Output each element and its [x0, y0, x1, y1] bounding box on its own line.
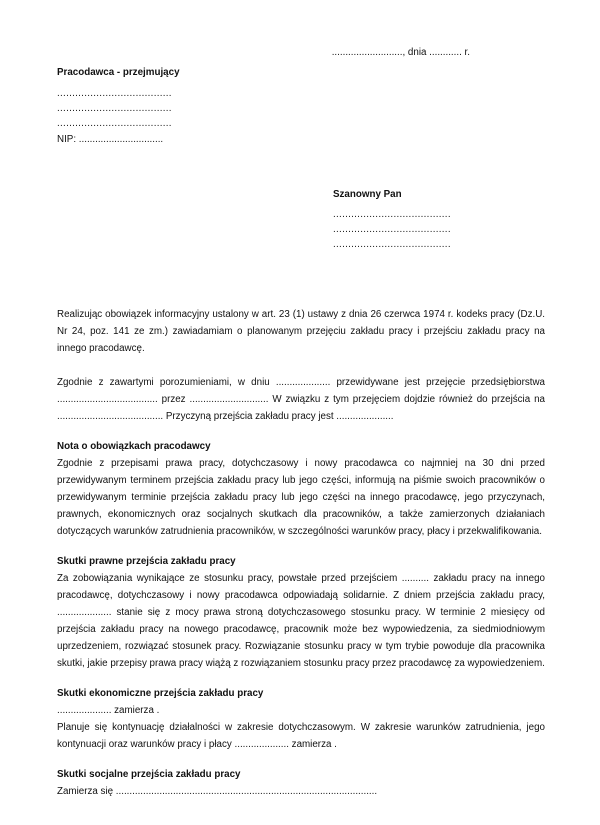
section-legal-heading: Skutki prawne przejścia zakładu pracy	[57, 556, 236, 567]
intro-paragraph-1: Realizując obowiązek informacyjny ustalony w art. 23 (1) ustawy z dnia 26 czerwca 1974 r. kodeks pracy (Dz.U. Nr 24, poz. 141 ze zm.) zawiadamiam o planowanym przejęciu zakładu pracy i przejściu zakładu pracy na innego pracodawcę.	[57, 309, 545, 354]
section-social-heading: Skutki socjalne przejścia zakładu pracy	[57, 769, 241, 780]
addressee-block	[333, 186, 545, 252]
section-duties	[57, 438, 545, 540]
addressee-fill-line-2: .......................................	[333, 224, 451, 235]
employer-nip-line: NIP: ...............................	[57, 134, 164, 145]
employer-fill-line-1: ......................................	[57, 88, 172, 99]
section-economic-fill-line: .................... zamierza .	[57, 705, 160, 716]
section-social	[57, 766, 545, 800]
date-line: .........................., dnia ............ r.	[331, 47, 470, 58]
section-social-body: Zamierza się ................................................................................................	[57, 786, 378, 797]
employer-title: Pracodawca - przejmujący	[57, 67, 180, 78]
addressee-fill-line-1: .......................................	[333, 209, 451, 220]
section-duties-heading: Nota o obowiązkach pracodawcy	[57, 441, 211, 452]
section-legal	[57, 553, 545, 672]
section-duties-body: Zgodnie z przepisami prawa pracy, dotychczasowy i nowy pracodawca co najmniej na 30 dni przed przewidywanym terminem przejścia zakładu pracy lub jego części, informują na piśmie swoich pracowników o przewidywanym terminie przejścia zakładu pracy lub jego części na innego pracodawcę, jego przyczynach, prawnych, ekonomicznych oraz socjalnych skutkach dla pracowników, a także zamierzonych działaniach dotyczących warunków zatrudnienia pracowników, w szczególności warunków pracy, płacy i przekwalifikowania.	[57, 458, 545, 537]
employer-block	[57, 64, 545, 147]
employer-fill-line-3: ......................................	[57, 118, 172, 129]
addressee-salutation: Szanowny Pan	[333, 189, 402, 200]
section-legal-body: Za zobowiązania wynikające ze stosunku pracy, powstałe przed przejściem .......... zakładu pracy na innego pracodawcę, dotychczasowy i nowy pracodawca odpowiadają solidarnie. Z dniem przejścia zakładu pracy, .................... stanie się z mocy prawa stroną dotychczasowego stosunku pracy. W terminie 2 miesięcy od przejścia zakładu pracy na nowego pracodawcę, pracownik może bez wypowiedzenia, za siedmiodniowym uprzedzeniem, rozwiązać stosunek pracy. Rozwiązanie stosunku pracy w tym trybie powoduje dla pracownika skutki, jakie przepisy prawa pracy wiążą z rozwiązaniem stosunku pracy przez pracodawcę za wypowiedzeniem.	[57, 573, 545, 669]
section-economic	[57, 685, 545, 753]
section-economic-heading: Skutki ekonomiczne przejścia zakładu pracy	[57, 688, 264, 699]
section-economic-body: Planuje się kontynuację działalności w zakresie dotychczasowym. W zakresie warunków zatrudnienia, jego kontynuacji oraz warunków pracy i płacy .................... zamierza .	[57, 722, 545, 750]
addressee-fill-line-3: .......................................	[333, 239, 451, 250]
intro-paragraph-2: Zgodnie z zawartymi porozumieniami, w dniu .................... przewidywane jest przejęcie przedsiębiorstwa ..................................... przez ............................. W związku z tym przejęciem dojdzie również do przejścia na ....................................... Przyczyną przejścia zakładu pracy jest .....................	[57, 377, 545, 422]
employer-fill-line-2: ......................................	[57, 103, 172, 114]
